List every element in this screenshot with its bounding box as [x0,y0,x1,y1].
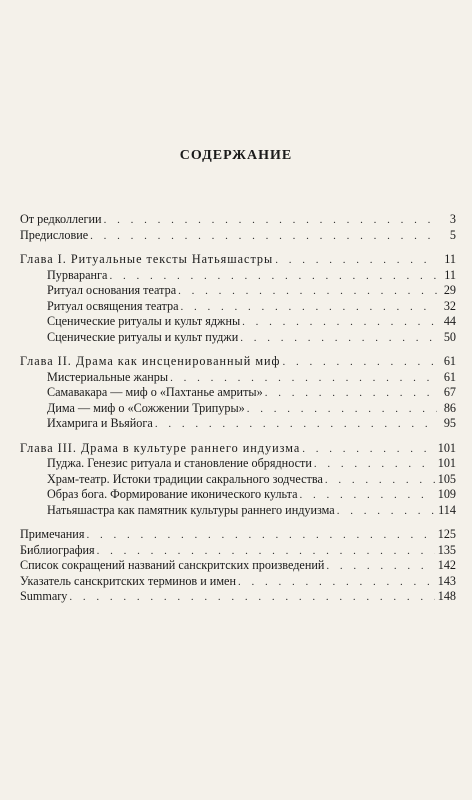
toc-subentry [20,487,456,503]
toc-entry-title: Пуджа. Генезис ритуала и становление обрядности [47,456,312,470]
dot-leader [302,442,434,458]
toc-subentry [20,416,456,432]
toc-entry-title: Список сокращений названий санскритских произведений [20,558,325,572]
toc-entry-title: Натьяшастра как памятник культуры раннего индуизма [47,502,335,517]
toc-page-number: 105 [437,471,456,486]
toc-entry [20,543,456,559]
dot-leader [247,402,437,418]
dot-leader [282,355,437,371]
toc-page-number: 5 [449,227,456,242]
dot-leader [90,229,437,245]
dot-leader [86,528,434,544]
toc-page-number: 61 [443,369,456,384]
toc-subentry [20,370,456,386]
toc-page-number: 3 [449,212,456,226]
toc-entry [20,252,456,268]
toc-subentry [20,314,456,330]
toc-section [20,527,456,605]
toc-entry-title: Сценические ритуалы и культ пуджи [47,329,239,344]
toc-page-number: 67 [443,385,456,399]
toc-entry [20,354,456,370]
toc-entry-title: Ритуал основания театра [47,283,177,297]
toc-entry-title: От редколлегии [20,212,102,226]
toc-page-number: 125 [437,527,456,541]
toc-entry-title: Храм-театр. Истоки традиции сакрального зодчества [47,471,323,486]
toc-subentry [20,456,456,472]
toc-page-number: 101 [437,456,456,470]
toc-section [20,252,456,345]
toc-page-number: 114 [438,502,456,517]
toc-entry-title: Указатель санскритских терминов и имен [20,573,236,588]
toc-subentry [20,330,456,346]
table-of-contents [20,212,456,614]
dot-leader [178,284,437,300]
toc-subentry [20,503,456,519]
toc-section [20,441,456,519]
toc-page-number: 86 [443,400,456,415]
toc-page-number: 61 [443,354,456,368]
toc-section [20,212,456,243]
dot-leader [155,417,437,433]
toc-entry-title: Глава III. Драма в культуре раннего индуизма [20,440,301,455]
toc-entry-title: Библиография [20,542,95,557]
toc-entry-title: Ритуал освящения театра [47,298,179,313]
dot-leader [242,315,437,331]
toc-entry-title: Ихамрига и Вьяйога [47,416,153,430]
toc-page-number: 32 [443,298,456,313]
toc-page-number: 11 [444,267,456,282]
page-title: СОДЕРЖАНИЕ [179,148,293,163]
toc-page-number: 101 [437,440,456,455]
toc-section [20,354,456,432]
toc-page-number: 50 [443,329,456,344]
toc-entry [20,212,456,228]
toc-entry [20,574,456,590]
dot-leader [265,386,437,402]
dot-leader [240,331,437,347]
toc-page-number: 142 [437,558,456,572]
dot-leader [314,457,435,473]
toc-entry-title: Образ бога. Формирование иконического культа [47,487,298,501]
dot-leader [109,269,437,285]
toc-subentry [20,401,456,417]
toc-entry-title: Пурваранга [47,267,108,282]
toc-page-number: 148 [437,589,456,603]
dot-leader [300,488,435,504]
toc-page-number: 143 [437,573,456,588]
toc-entry [20,228,456,244]
toc-page-number: 44 [443,314,456,328]
toc-entry [20,589,456,605]
toc-entry-title: Сценические ритуалы и культ яджны [47,314,241,328]
dot-leader [275,253,437,269]
toc-subentry [20,385,456,401]
dot-leader [69,590,434,606]
toc-entry-title: Глава II. Драма как инсценированный миф [20,354,281,368]
toc-entry-title: Самавакара — миф о «Пахтанье амриты» [47,385,263,399]
toc-entry-title: Summary [20,589,68,603]
dot-leader [104,213,437,229]
dot-leader [97,544,435,560]
dot-leader [181,300,438,316]
dot-leader [325,473,435,489]
toc-subentry [20,472,456,488]
dot-leader [326,559,434,575]
toc-entry [20,558,456,574]
toc-page-number: 135 [437,542,456,557]
toc-entry [20,441,456,457]
dot-leader [337,504,435,520]
toc-page-number: 109 [437,487,456,501]
toc-entry-title: Глава I. Ритуальные тексты Натьяшастры [20,252,274,266]
toc-page-number: 29 [443,283,456,297]
toc-subentry [20,283,456,299]
toc-subentry [20,299,456,315]
toc-page-number: 95 [443,416,456,430]
dot-leader [238,575,435,591]
toc-entry [20,527,456,543]
toc-entry-title: Мистериальные жанры [47,369,169,384]
dot-leader [170,371,437,387]
toc-entry-title: Примечания [20,527,85,541]
toc-subentry [20,268,456,284]
toc-entry-title: Дима — миф о «Сожжении Трипуры» [47,400,245,415]
toc-page-number: 11 [444,252,456,266]
toc-entry-title: Предисловие [20,227,89,242]
